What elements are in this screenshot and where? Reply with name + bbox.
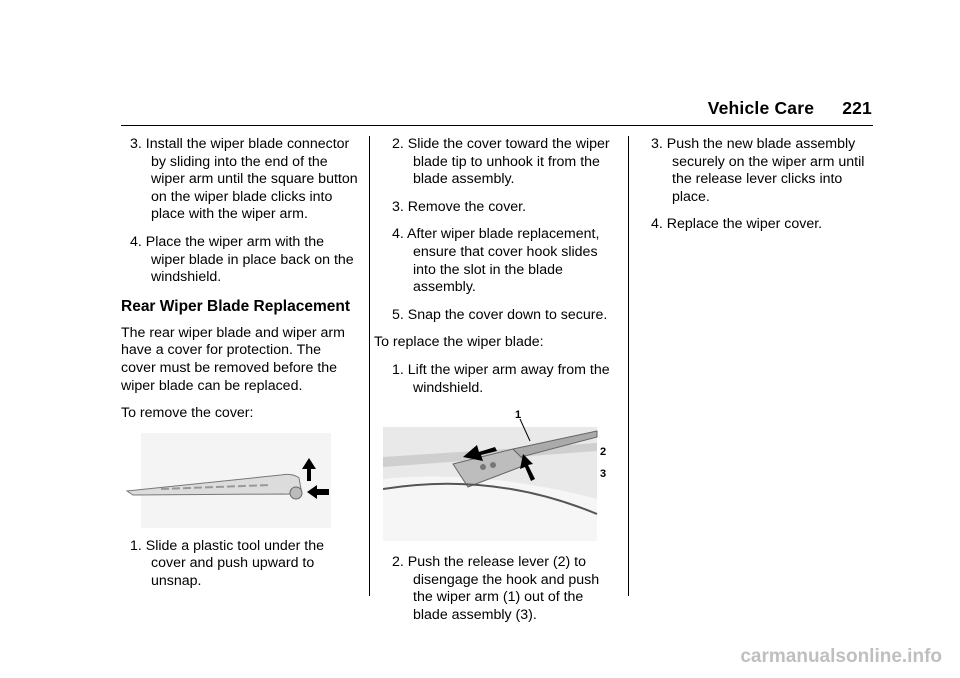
remove-cover-label: To remove the cover: [121,405,254,422]
wiper-cover-illustration [121,433,336,528]
step-after-replacement: 4. After wiper blade replacement, ensure that cover hook slides into the slot in the blade assembly. [392,226,600,296]
step-push-new-blade: 3. Push the new blade assembly securely on the wiper arm until the release lever clicks into place. [651,136,865,205]
replace-blade-label: To replace the wiper blade: [374,334,544,351]
section-title: Vehicle Care [707,98,815,118]
intro-paragraph: The rear wiper blade and wiper arm have a cover for protection. The cover must be removed before the wiper blade can be replaced. [121,324,345,394]
watermark: carmanualsonline.info [740,646,942,667]
column-divider-2 [628,136,629,596]
step-snap-cover: 5. Snap the cover down to secure. [392,306,608,323]
step-lift-arm: 1. Lift the wiper arm away from the windshield. [392,361,610,396]
wiper-release-illustration [383,409,613,544]
header-rule [121,125,873,126]
callout-1: 1 [515,409,522,422]
section-heading: Rear Wiper Blade Replacement [121,297,350,315]
step-slide-cover: 2. Slide the cover toward the wiper blade tip to unhook it from the blade assembly. [392,136,610,188]
step-slide-tool: 1. Slide a plastic tool under the cover and push upward to unsnap. [130,537,325,589]
column-3 [642,136,877,244]
page-header [708,98,872,119]
callout-2: 2 [600,446,607,459]
step-place-arm: 4. Place the wiper arm with the wiper blade in place back on the windshield. [130,233,354,286]
step-replace-cover: 4. Replace the wiper cover. [651,216,823,233]
column-divider-1 [369,136,370,596]
column-2 [374,136,613,635]
step-install-connector: 3. Install the wiper blade connector by sliding into the end of the wiper arm until the square button on the wiper blade clicks into place with the wiper arm. [130,136,358,223]
page-number: 221 [842,98,872,118]
step-push-release-lever: 2. Push the release lever (2) to disengage the hook and push the wiper arm (1) out of the blade assembly (3). [392,554,600,623]
step-remove-cover: 3. Remove the cover. [392,198,527,215]
callout-3: 3 [600,468,607,481]
column-1 [121,136,358,601]
